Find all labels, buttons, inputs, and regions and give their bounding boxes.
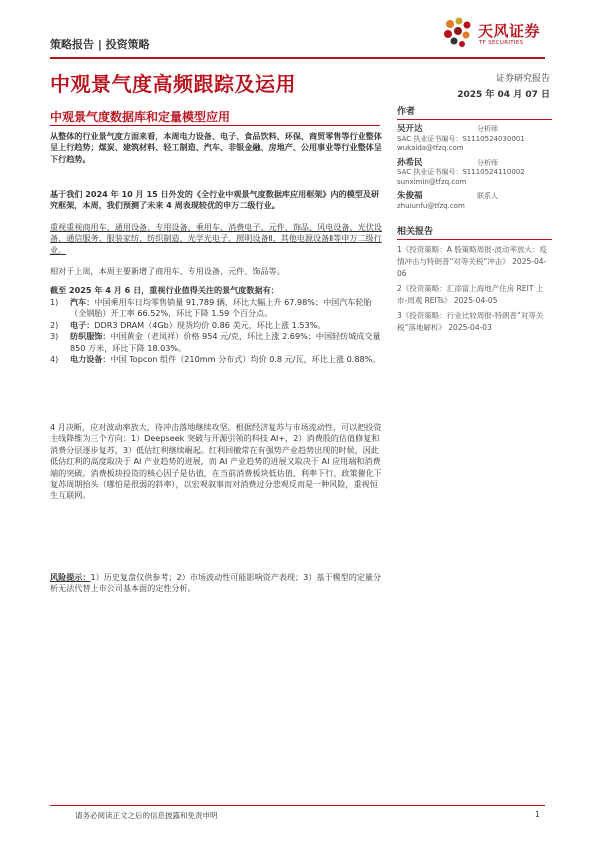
related-report-link[interactable]: 1《投资策略：A 股策略周报-波动率放大：疫情冲击与特朗普“对等关税”冲击》 2025-04-06	[397, 245, 547, 278]
strategy-paragraph: 4 月决断，应对波动率放大，待冲击落地继续攻坚。根据经济复苏与市场流动性，可以把投资主线降维为三个方向：1）Deepseek 突破与开源引领的科技 AI+，2）消费股的估值修复和消费分层逐步复苏，3）低估红利继续崛起。红利回撤常在有强势产业趋势出现的时候，因此低估红利的高度取决于 AI 产业趋势的进展，而 AI 产业趋势的进展又取决于 AI 应用端和消费端的突破。消费板块投资的核心因子是估值，在当前消费板块低估值、利率下行、政策催化下复苏周期抬头（哪怕是很弱的斜率），以宏观叙事而对消费过分悲观反而是一种风险，重视恒生互联网。	[50, 422, 382, 501]
cert-label: SAC 执业证书编号：	[397, 168, 463, 176]
list-text: 中国乘用车日均零售销量 91,789 辆，环比大幅上升 67.98%；中国汽车轮胎（全钢胎）开工率 66.52%，环比下降 1.59 个百分点。	[70, 297, 372, 319]
related-report-link[interactable]: 3《投资策略：行业比较周报-特朗普“对等关税”落地解析》 2025-04-03	[397, 311, 544, 332]
list-item	[50, 297, 385, 320]
author-email[interactable]: zhuiunfu@tfzq.com	[397, 201, 465, 210]
risk-paragraph	[50, 572, 385, 595]
list-number: 2)	[50, 319, 59, 330]
list-label: 纺织服饰：	[70, 331, 111, 342]
related-report-link[interactable]: 2《投资策略：汇添富上海地产住房 REIT 上市-周观 REITs》 2025-04-05	[397, 284, 544, 305]
author-email[interactable]: wukaida@tfzq.com	[397, 144, 464, 152]
list-item	[50, 354, 385, 365]
header-divider	[50, 57, 545, 59]
risk-text: 1）历史复盘仅供参考；2）市场波动性可能影响资产表现；3）基于模型的定量分析无法代替上市公司基本面的定性分析。	[50, 572, 382, 594]
data-intro-paragraph: 截至 2025 年 4 月 6 日，重视行业值得关注的景气度数据有：	[50, 285, 279, 295]
cert-number: S1110524110002	[462, 168, 525, 176]
report-type: 证券研究报告	[495, 74, 550, 84]
authors-heading: 作者	[397, 107, 416, 117]
list-text: DDR3 DRAM（4Gb）现货均价 0.86 美元，环比上涨 1.53%。	[94, 319, 326, 330]
list-text: 中国黄金（老凤祥）价格 954 元/克，环比上涨 2.69%；中国轻纺城成交量 850 万米，环比下降 18.03%。	[70, 331, 381, 353]
footer-divider	[50, 805, 545, 806]
related-divider	[397, 239, 552, 240]
author-email[interactable]: sunximin@tfzq.com	[397, 177, 467, 186]
model-paragraph: 基于我们 2024 年 10 月 15 日外发的《全行业中观景气度数据库应用框架》内的模型及研究框架，本周，我们预测了未来 4 周表现较优的申万二级行业。	[50, 189, 380, 211]
author-role: 分析师	[477, 158, 498, 167]
report-date: 2025 年 04 月 07 日	[457, 90, 550, 100]
list-item	[50, 331, 385, 354]
list-number: 4)	[50, 354, 59, 365]
report-category: 策略报告 | 投资策略	[50, 38, 150, 51]
author-name: 朱俊福	[397, 191, 423, 201]
industries-paragraph: 重视重视商用车、通用设备、专用设备、乘用车、消费电子、元件、饰品、风电设备、光伏设备、通信服务、服装家纺、纺织制造、光学光电子、照明设备Ⅱ、其他电源设备Ⅱ等申万二级行业。	[50, 222, 382, 255]
list-number: 3)	[50, 331, 59, 342]
risk-label: 风险提示：	[50, 572, 91, 582]
author-name: 孙希民	[397, 157, 423, 168]
author-role: 联系人	[477, 192, 498, 200]
authors-section	[397, 104, 552, 211]
subtitle-divider	[50, 125, 380, 126]
footer-disclaimer: 请务必阅读正文之后的信息披露和免责申明	[75, 811, 218, 820]
related-heading: 相关报告	[397, 227, 434, 237]
cert-number: S1110524030001	[462, 134, 525, 143]
data-list	[50, 297, 385, 365]
page-subtitle: 中观景气度数据库和定量模型应用	[50, 110, 231, 124]
author-card	[397, 159, 552, 188]
list-label: 汽车：	[70, 297, 95, 307]
related-reports-section	[397, 224, 552, 334]
cert-label: SAC 执业证书编号：	[397, 134, 463, 143]
list-number: 1)	[50, 297, 59, 307]
author-role: 分析师	[477, 125, 498, 133]
author-name: 吴开达	[397, 124, 423, 134]
logo-text: 天风证券	[478, 22, 541, 40]
list-text: 中国 Topcon 组件（210mm 分布式）均价 0.8 元/瓦，环比上涨 0.88%。	[110, 354, 381, 365]
list-label: 电力设备：	[70, 354, 111, 365]
authors-divider	[397, 119, 552, 120]
author-card	[397, 192, 552, 211]
summary-paragraph: 从整体的行业景气度方面来看，本周电力设备、电子、食品饮料、环保、商贸零售等行业整体呈上行趋势；煤炭、建筑材料、轻工制造、汽车、非银金融、房地产、公用事业等行业整体呈下行趋势。	[50, 131, 382, 164]
author-card	[397, 125, 552, 154]
list-item	[50, 320, 385, 331]
logo-subtext: TF SECURITIES	[479, 40, 524, 46]
page-number: 1	[535, 810, 540, 819]
list-label: 电子：	[70, 319, 95, 330]
new-additions-paragraph: 相对于上周，本周主要新增了商用车、专用设备、元件、饰品等。	[50, 266, 285, 276]
page-title: 中观景气度高频跟踪及运用	[50, 72, 296, 96]
